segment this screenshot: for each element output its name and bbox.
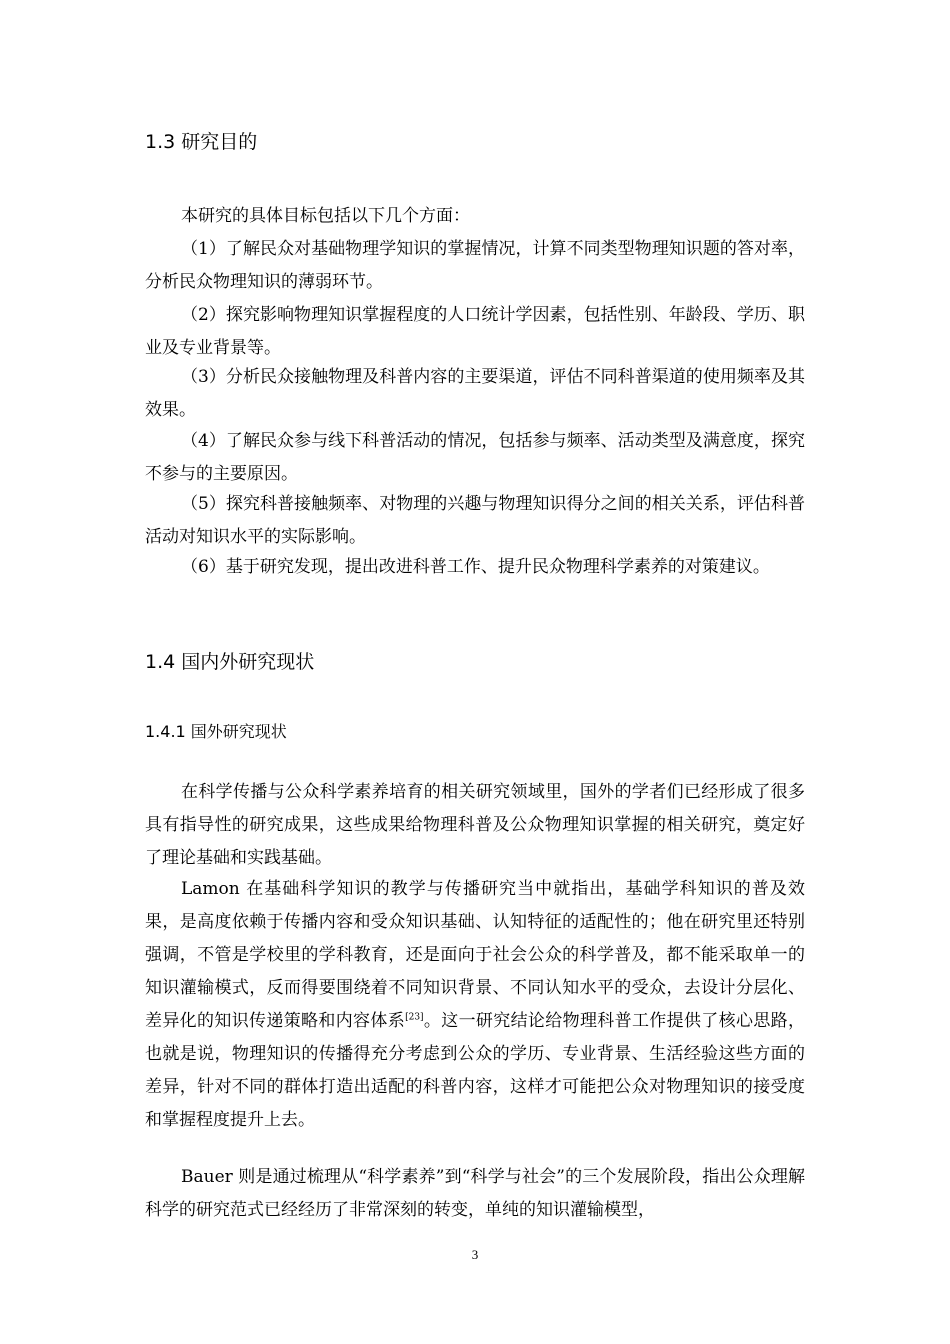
list-item-3: （3）分析民众接触物理及科普内容的主要渠道，评估不同科普渠道的使用频率及其效果。 <box>145 367 805 420</box>
paragraph-lamon-text-1: Lamon 在基础科学知识的教学与传播研究当中就指出，基础学科知识的普及效果，是高度依赖于传播内容和受众知识基础、认知特征的适配性的；他在研究里还特别强调，不管是学校里的学科教育，还是面向于社会公众的科学普及，都不能采取单一的知识灌输模式，反而得要围绕着不同知识背景、不同认知水平的受众，去设计分层化、差异化的知识传递策略和内容体系 <box>145 879 805 1031</box>
subsection-heading-1-4-1: 1.4.1 国外研究现状 <box>145 722 287 741</box>
paragraph-bauer: Bauer 则是通过梳理从“科学素养”到“科学与社会”的三个发展阶段，指出公众理解科学的研究范式已经经历了非常深刻的转变，单纯的知识灌输模型， <box>145 1167 805 1220</box>
page-number: 3 <box>471 1247 479 1262</box>
section-heading-1-3: 1.3 研究目的 <box>145 131 258 153</box>
list-item-1: （1）了解民众对基础物理学知识的掌握情况，计算不同类型物理知识题的答对率，分析民众物理知识的薄弱环节。 <box>145 239 805 292</box>
list-item-2: （2）探究影响物理知识掌握程度的人口统计学因素，包括性别、年龄段、学历、职业及专业背景等。 <box>145 305 805 358</box>
section-heading-1-4: 1.4 国内外研究现状 <box>145 651 315 673</box>
paragraph-lamon <box>145 873 805 1137</box>
list-item-5: （5）探究科普接触频率、对物理的兴趣与物理知识得分之间的相关关系，评估科普活动对知识水平的实际影响。 <box>145 494 805 547</box>
list-item-6: （6）基于研究发现，提出改进科普工作、提升民众物理科学素养的对策建议。 <box>181 557 770 577</box>
paragraph-intro: 本研究的具体目标包括以下几个方面： <box>181 206 470 226</box>
citation-ref: [23] <box>405 1012 424 1023</box>
list-item-4: （4）了解民众参与线下科普活动的情况，包括参与频率、活动类型及满意度，探究不参与的主要原因。 <box>145 431 805 484</box>
paragraph-foreign-research-intro: 在科学传播与公众科学素养培育的相关研究领域里，国外的学者们已经形成了很多具有指导性的研究成果，这些成果给物理科普及公众物理知识掌握的相关研究，奠定好了理论基础和实践基础。 <box>145 782 805 868</box>
paragraph-lamon-text-2: 。这一研究结论给物理科普工作提供了核心思路，也就是说，物理知识的传播得充分考虑到公众的学历、专业背景、生活经验这些方面的差异，针对不同的群体打造出适配的科普内容，这样才可能把公众对物理知识的接受度和掌握程度提升上去。 <box>145 1011 806 1130</box>
